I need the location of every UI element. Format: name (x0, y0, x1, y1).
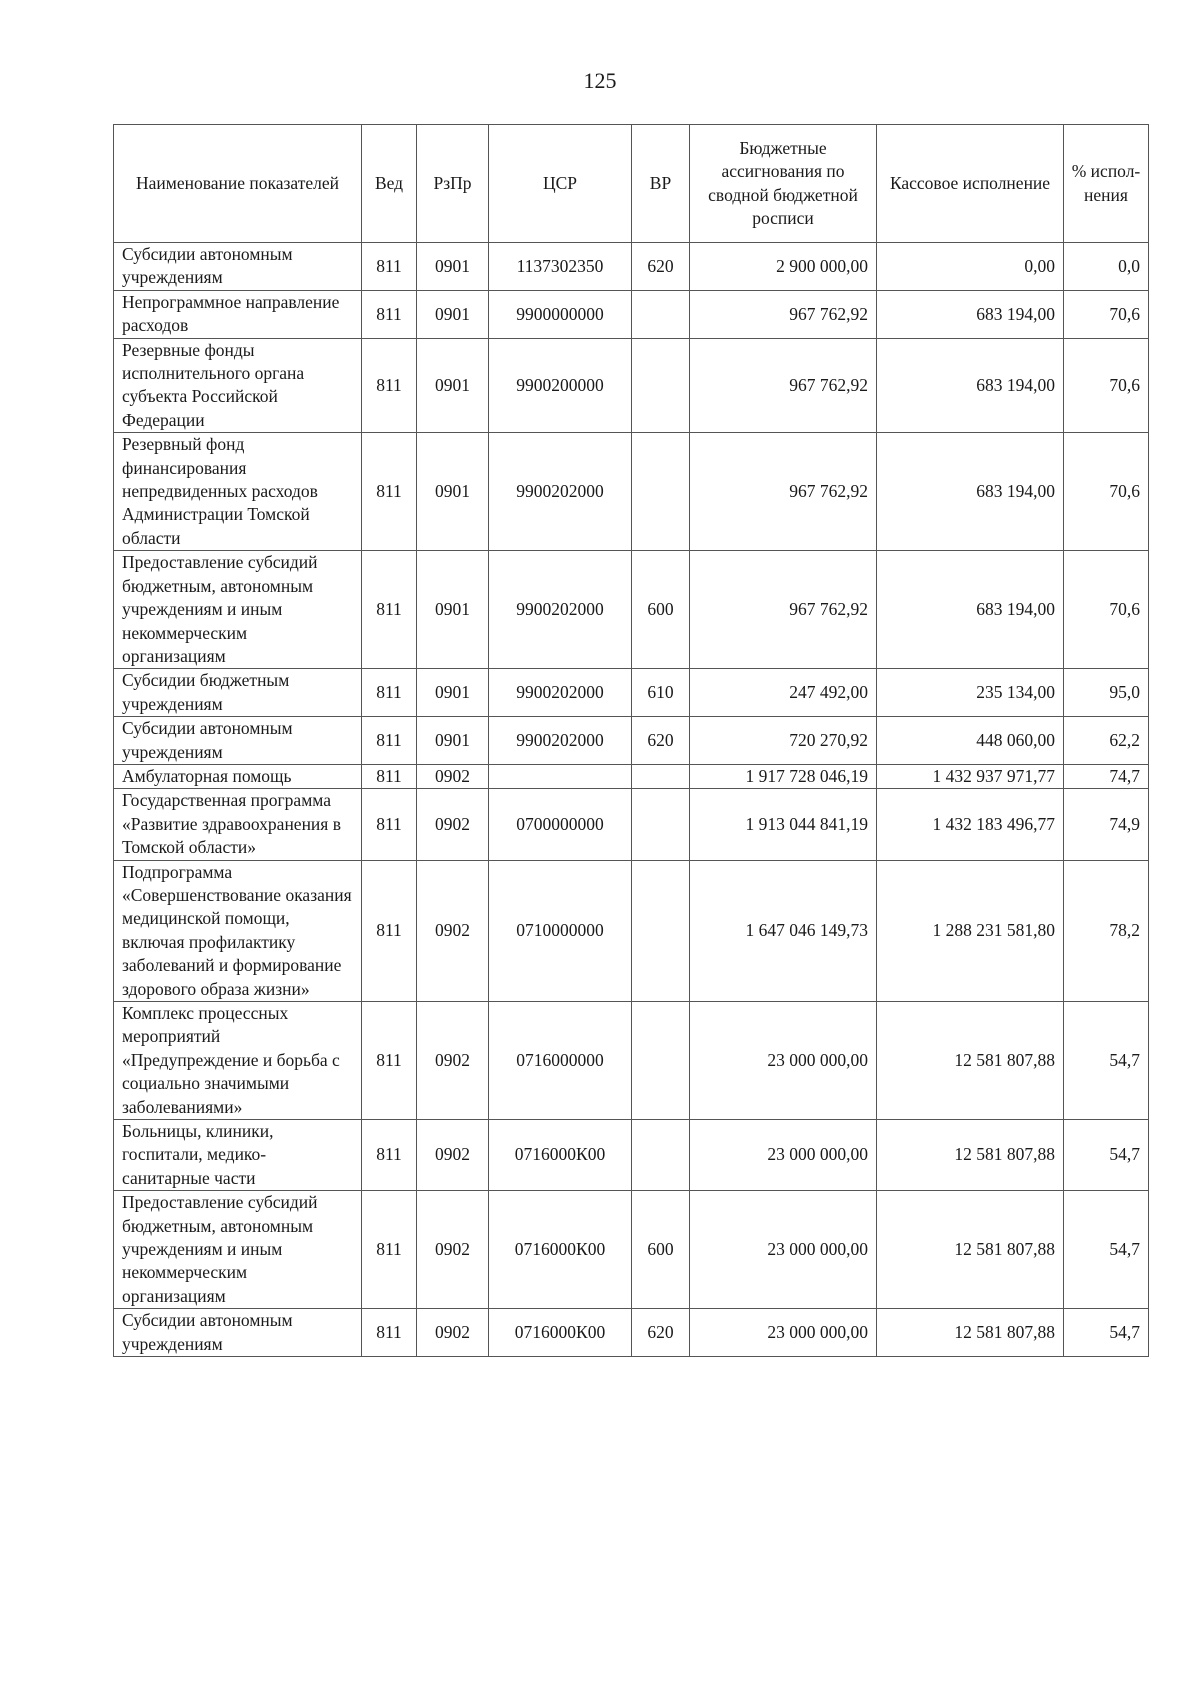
cell-percent-execution: 78,2 (1064, 860, 1149, 1001)
table-row (114, 764, 1149, 788)
cell-vr: 620 (632, 243, 690, 291)
cell-name: Непрограммное направление расходов (114, 290, 362, 338)
cell-vr (632, 1120, 690, 1191)
table-body (114, 243, 1149, 1357)
cell-csr: 0716000К00 (489, 1309, 632, 1357)
cell-csr: 0716000К00 (489, 1120, 632, 1191)
cell-percent-execution: 95,0 (1064, 669, 1149, 717)
cell-rzpr: 0902 (417, 1309, 489, 1357)
cell-csr: 9900000000 (489, 290, 632, 338)
header-vr: ВР (632, 125, 690, 243)
cell-assignments: 247 492,00 (690, 669, 877, 717)
cell-csr (489, 764, 632, 788)
cell-ved: 811 (362, 551, 417, 669)
cell-vr (632, 290, 690, 338)
cell-name: Субсидии бюджетным учреждениям (114, 669, 362, 717)
cell-vr (632, 789, 690, 860)
header-cash-execution: Кассовое исполнение (877, 125, 1064, 243)
cell-assignments: 967 762,92 (690, 290, 877, 338)
header-name: Наименование показателей (114, 125, 362, 243)
cell-vr (632, 433, 690, 551)
cell-cash-execution: 12 581 807,88 (877, 1309, 1064, 1357)
cell-csr: 0716000К00 (489, 1191, 632, 1309)
cell-rzpr: 0902 (417, 1002, 489, 1120)
table-row (114, 551, 1149, 669)
table-row (114, 290, 1149, 338)
cell-name: Комплекс процессных мероприятий «Предупреждение и борьба с социально значимыми заболеваниями» (114, 1002, 362, 1120)
cell-cash-execution: 683 194,00 (877, 290, 1064, 338)
cell-percent-execution: 70,6 (1064, 290, 1149, 338)
cell-rzpr: 0902 (417, 1120, 489, 1191)
cell-percent-execution: 70,6 (1064, 338, 1149, 433)
cell-rzpr: 0901 (417, 433, 489, 551)
cell-name: Больницы, клиники, госпитали, медико-санитарные части (114, 1120, 362, 1191)
cell-cash-execution: 12 581 807,88 (877, 1120, 1064, 1191)
cell-csr: 9900202000 (489, 717, 632, 765)
table-row (114, 1191, 1149, 1309)
cell-cash-execution: 683 194,00 (877, 433, 1064, 551)
header-rzpr: РзПр (417, 125, 489, 243)
cell-rzpr: 0901 (417, 290, 489, 338)
cell-assignments: 23 000 000,00 (690, 1120, 877, 1191)
cell-assignments: 967 762,92 (690, 551, 877, 669)
cell-cash-execution: 235 134,00 (877, 669, 1064, 717)
cell-cash-execution: 683 194,00 (877, 551, 1064, 669)
table-row (114, 1002, 1149, 1120)
table-row (114, 860, 1149, 1001)
cell-percent-execution: 74,7 (1064, 764, 1149, 788)
cell-ved: 811 (362, 789, 417, 860)
cell-csr: 1137302350 (489, 243, 632, 291)
cell-cash-execution: 1 432 937 971,77 (877, 764, 1064, 788)
cell-rzpr: 0901 (417, 243, 489, 291)
cell-name: Субсидии автономным учреждениям (114, 717, 362, 765)
cell-assignments: 967 762,92 (690, 338, 877, 433)
cell-percent-execution: 54,7 (1064, 1120, 1149, 1191)
cell-ved: 811 (362, 1309, 417, 1357)
table-row (114, 1120, 1149, 1191)
cell-ved: 811 (362, 243, 417, 291)
cell-name: Государственная программа «Развитие здравоохранения в Томской области» (114, 789, 362, 860)
cell-percent-execution: 54,7 (1064, 1002, 1149, 1120)
cell-name: Предоставление субсидий бюджетным, автономным учреждениям и иным некоммерческим организациям (114, 1191, 362, 1309)
cell-cash-execution: 1 432 183 496,77 (877, 789, 1064, 860)
cell-name: Резервные фонды исполнительного органа субъекта Российской Федерации (114, 338, 362, 433)
cell-percent-execution: 70,6 (1064, 551, 1149, 669)
cell-csr: 9900202000 (489, 551, 632, 669)
cell-name: Субсидии автономным учреждениям (114, 1309, 362, 1357)
cell-csr: 0700000000 (489, 789, 632, 860)
table-row (114, 669, 1149, 717)
cell-vr: 600 (632, 551, 690, 669)
cell-ved: 811 (362, 290, 417, 338)
table-row (114, 1309, 1149, 1357)
cell-assignments: 1 917 728 046,19 (690, 764, 877, 788)
cell-rzpr: 0901 (417, 717, 489, 765)
cell-rzpr: 0902 (417, 789, 489, 860)
cell-cash-execution: 0,00 (877, 243, 1064, 291)
cell-percent-execution: 70,6 (1064, 433, 1149, 551)
cell-cash-execution: 12 581 807,88 (877, 1191, 1064, 1309)
cell-vr: 620 (632, 1309, 690, 1357)
cell-assignments: 23 000 000,00 (690, 1309, 877, 1357)
cell-assignments: 967 762,92 (690, 433, 877, 551)
table-row (114, 338, 1149, 433)
cell-cash-execution: 1 288 231 581,80 (877, 860, 1064, 1001)
cell-assignments: 23 000 000,00 (690, 1002, 877, 1120)
table-row (114, 789, 1149, 860)
cell-name: Предоставление субсидий бюджетным, автономным учреждениям и иным некоммерческим организациям (114, 551, 362, 669)
cell-assignments: 1 913 044 841,19 (690, 789, 877, 860)
cell-cash-execution: 683 194,00 (877, 338, 1064, 433)
cell-ved: 811 (362, 433, 417, 551)
cell-ved: 811 (362, 1120, 417, 1191)
table-header-row (114, 125, 1149, 243)
cell-percent-execution: 74,9 (1064, 789, 1149, 860)
header-percent-execution: % испол-нения (1064, 125, 1149, 243)
cell-csr: 0710000000 (489, 860, 632, 1001)
table-row (114, 717, 1149, 765)
cell-percent-execution: 54,7 (1064, 1191, 1149, 1309)
cell-csr: 0716000000 (489, 1002, 632, 1120)
cell-assignments: 23 000 000,00 (690, 1191, 877, 1309)
cell-rzpr: 0901 (417, 669, 489, 717)
cell-rzpr: 0902 (417, 860, 489, 1001)
cell-ved: 811 (362, 764, 417, 788)
cell-vr (632, 860, 690, 1001)
cell-percent-execution: 62,2 (1064, 717, 1149, 765)
cell-assignments: 720 270,92 (690, 717, 877, 765)
cell-vr (632, 764, 690, 788)
cell-ved: 811 (362, 669, 417, 717)
cell-rzpr: 0902 (417, 1191, 489, 1309)
cell-assignments: 1 647 046 149,73 (690, 860, 877, 1001)
cell-assignments: 2 900 000,00 (690, 243, 877, 291)
cell-ved: 811 (362, 338, 417, 433)
cell-cash-execution: 448 060,00 (877, 717, 1064, 765)
cell-vr: 600 (632, 1191, 690, 1309)
cell-rzpr: 0901 (417, 338, 489, 433)
cell-name: Амбулаторная помощь (114, 764, 362, 788)
cell-ved: 811 (362, 1191, 417, 1309)
cell-csr: 9900202000 (489, 433, 632, 551)
cell-cash-execution: 12 581 807,88 (877, 1002, 1064, 1120)
header-ved: Вед (362, 125, 417, 243)
cell-vr (632, 338, 690, 433)
header-csr: ЦСР (489, 125, 632, 243)
table-row (114, 243, 1149, 291)
cell-percent-execution: 54,7 (1064, 1309, 1149, 1357)
header-assignments: Бюджетные ассигнования по сводной бюджетной росписи (690, 125, 877, 243)
cell-csr: 9900202000 (489, 669, 632, 717)
cell-percent-execution: 0,0 (1064, 243, 1149, 291)
cell-name: Субсидии автономным учреждениям (114, 243, 362, 291)
cell-ved: 811 (362, 860, 417, 1001)
page-number: 125 (583, 68, 617, 93)
cell-vr: 620 (632, 717, 690, 765)
cell-rzpr: 0901 (417, 551, 489, 669)
table-row (114, 433, 1149, 551)
cell-name: Подпрограмма «Совершенствование оказания медицинской помощи, включая профилактику заболеваний и формирование здорового образа жизни» (114, 860, 362, 1001)
cell-name: Резервный фонд финансирования непредвиденных расходов Администрации Томской области (114, 433, 362, 551)
cell-ved: 811 (362, 717, 417, 765)
cell-ved: 811 (362, 1002, 417, 1120)
cell-rzpr: 0902 (417, 764, 489, 788)
cell-vr: 610 (632, 669, 690, 717)
cell-csr: 9900200000 (489, 338, 632, 433)
budget-execution-table (113, 124, 1149, 1357)
cell-vr (632, 1002, 690, 1120)
